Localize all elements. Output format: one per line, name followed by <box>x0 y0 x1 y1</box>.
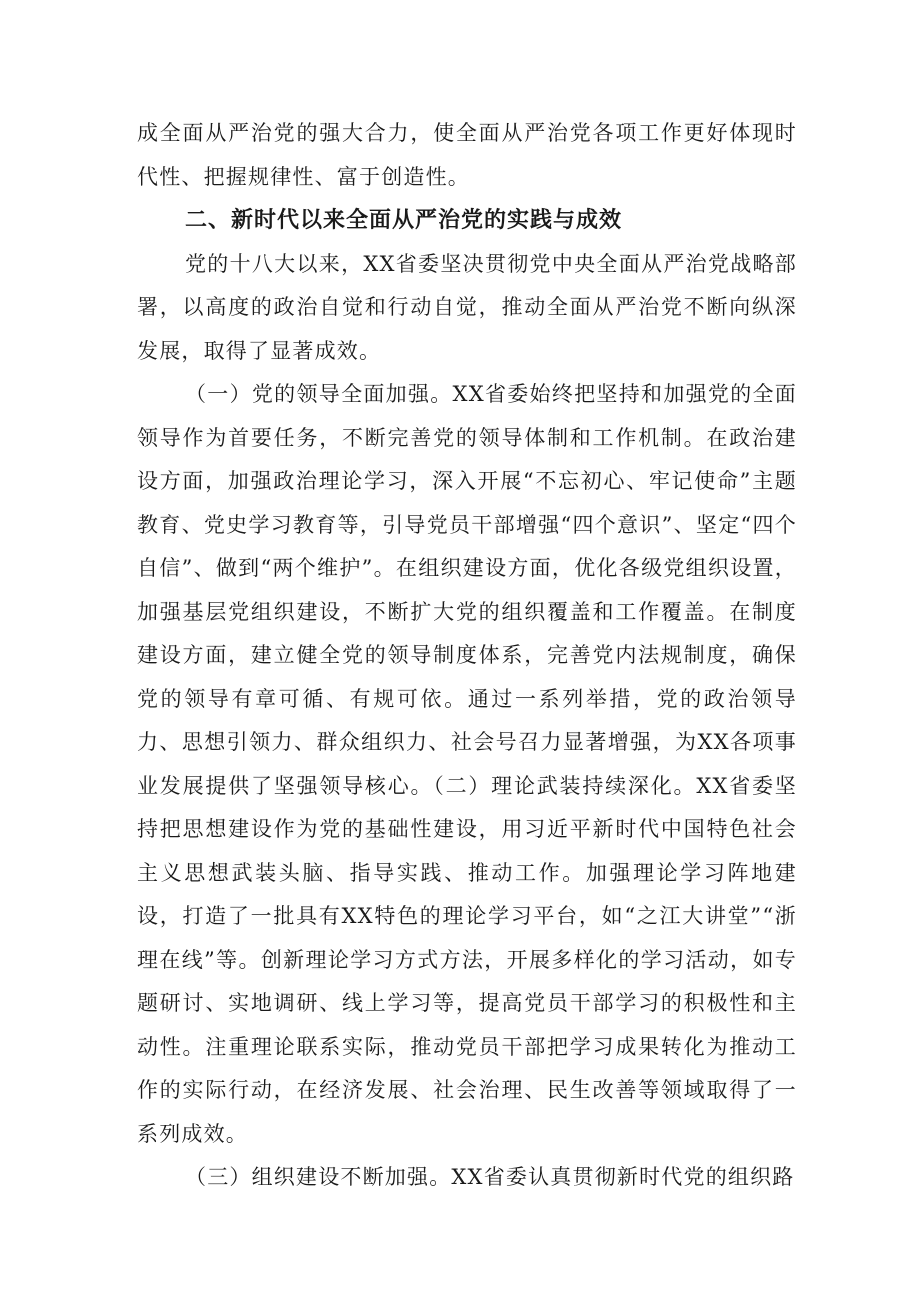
paragraph-continuation: 成全面从严治党的强大合力，使全面从严治党各项工作更好体现时代性、把握规律性、富于创造性。 <box>137 121 797 189</box>
section-heading: 二、新时代以来全面从严治党的实践与成效 <box>185 208 623 233</box>
paragraph-intro: 党的十八大以来，XX省委坚决贯彻党中央全面从严治党战略部署，以高度的政治自觉和行动自觉，推动全面从严治党不断向纵深发展，取得了显著成效。 <box>137 251 797 363</box>
paragraph-section-three: （三）组织建设不断加强。XX省委认真贯彻新时代党的组织路 <box>185 1165 795 1189</box>
document-page <box>137 112 797 1200</box>
paragraph-section-one-two: （一）党的领导全面加强。XX省委始终把坚持和加强党的全面领导作为首要任务，不断完善党的领导体制和工作机制。在政治建设方面，加强政治理论学习，深入开展“不忘初心、牢记使命”主题教育、党史学习教育等，引导党员干部增强“四个意识”、坚定“四个自信”、做到“两个维护”。在组织建设方面，优化各级党组织设置，加强基层党组织建设，不断扩大党的组织覆盖和工作覆盖。在制度建设方面，建立健全党的领导制度体系，完善党内法规制度，确保党的领导有章可循、有规可依。通过一系列举措，党的政治领导力、思想引领力、群众组织力、社会号召力显著增强，为XX各项事业发展提供了坚强领导核心。（二）理论武装持续深化。XX省委坚持把思想建设作为党的基础性建设，用习近平新时代中国特色社会主义思想武装头脑、指导实践、推动工作。加强理论学习阵地建设，打造了一批具有XX特色的理论学习平台，如“之江大讲堂”“浙理在线”等。创新理论学习方式方法，开展多样化的学习活动，如专题研讨、实地调研、线上学习等，提高党员干部学习的积极性和主动性。注重理论联系实际，推动党员干部把学习成果转化为推动工作的实际行动，在经济发展、社会治理、民生改善等领域取得了一系列成效。 <box>137 382 797 1146</box>
